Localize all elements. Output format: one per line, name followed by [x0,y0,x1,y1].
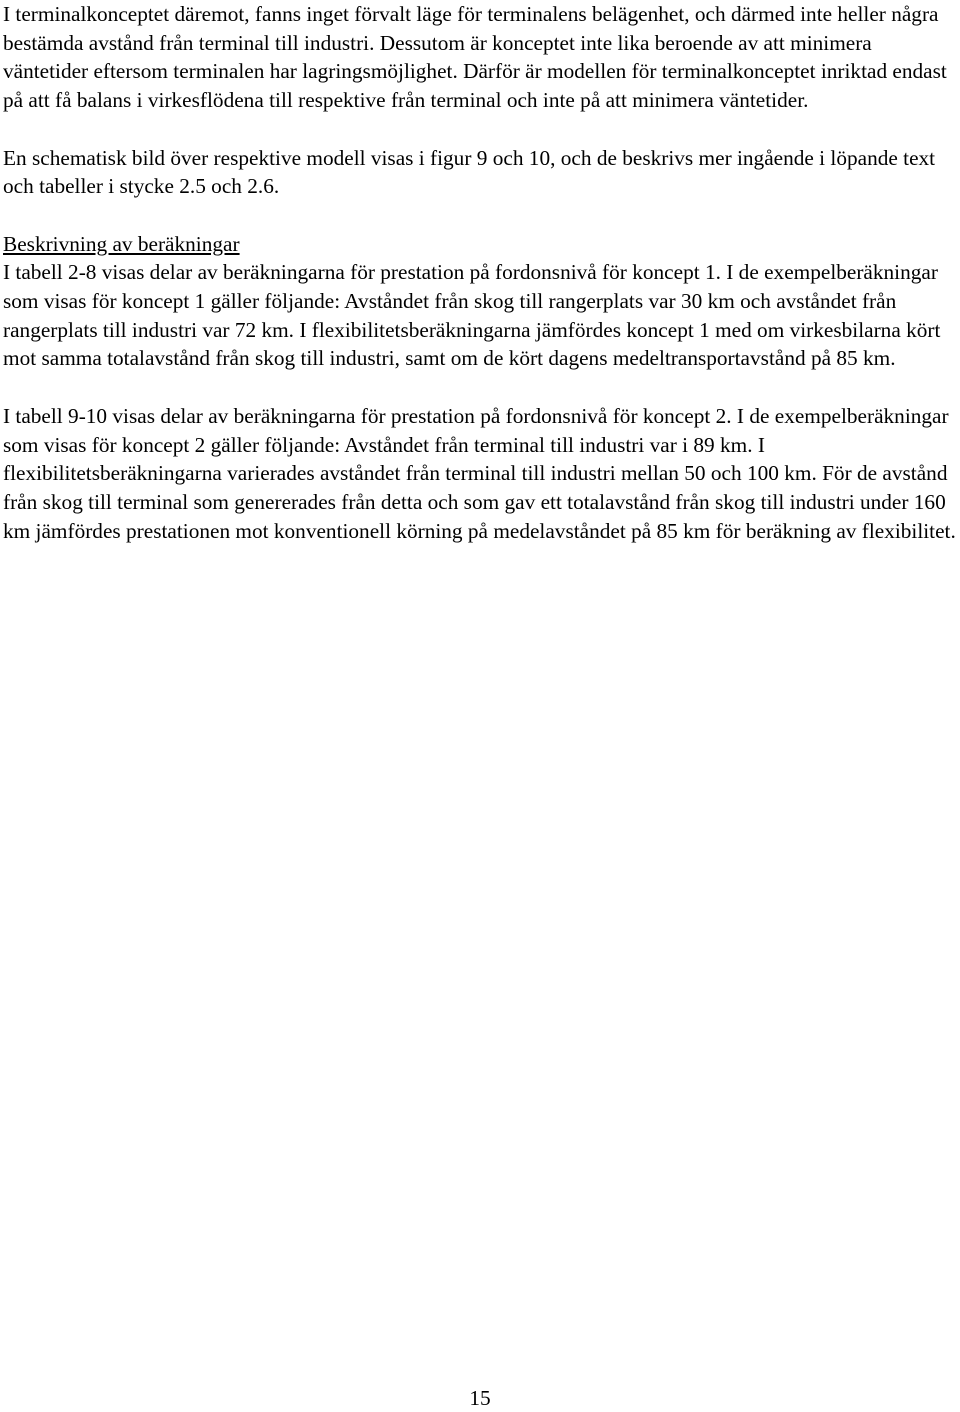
section-heading: Beskrivning av beräkningar [3,231,240,256]
paragraph-concept-1-calculations: I tabell 2-8 visas delar av beräkningarna för prestation på fordonsnivå för koncept 1. I de exempelberäkningar som visas för koncept 1 gäller följande: Avståndet från skog till rangerplats var 30 km och avståndet från rangerplats till industri var 72 km. I flexibilitetsberäkningarna jämfördes koncept 1 med om virkesbilarna kört mot samma totalavstånd från skog till industri, samt om de kört dagens medeltransportavstånd på 85 km. [3,260,941,371]
page-number: 15 [469,1386,491,1410]
paragraph-spacer [3,201,958,230]
paragraph-concept-2-calculations: I tabell 9-10 visas delar av beräkningarna för prestation på fordonsnivå för koncept 2. I de exempelberäkningar som visas för koncept 2 gäller följande: Avståndet från terminal till industri var i 89 km. I flexibilitetsberäkningarna varierades avståndet från terminal till industri mellan 50 och 100 km. För de avstånd från skog till terminal som genererades från detta och som gav ett totalavstånd från skog till industri under 160 km jämfördes prestationen mot konventionell körning på medelavståndet på 85 km för beräkning av flexibilitet. [3,403,956,543]
body-text [3,0,958,545]
paragraph-schematic-figures: En schematisk bild över respektive modell visas i figur 9 och 10, och de beskrivs mer ingående i löpande text och tabeller i stycke 2.5 och 2.6. [3,145,936,199]
paragraph-spacer [3,373,958,402]
paragraph-terminal-concept: I terminalkonceptet däremot, fanns inget förvalt läge för terminalens belägenhet, och därmed inte heller några bestämda avstånd från terminal till industri. Dessutom är konceptet inte lika beroende av att minimera väntetider eftersom terminalen har lagringsmöjlighet. Därför är modellen för terminalkonceptet inriktad endast på att få balans i virkesflödena till respektive från terminal och inte på att minimera väntetider. [3,2,947,113]
paragraph-spacer [3,115,958,144]
